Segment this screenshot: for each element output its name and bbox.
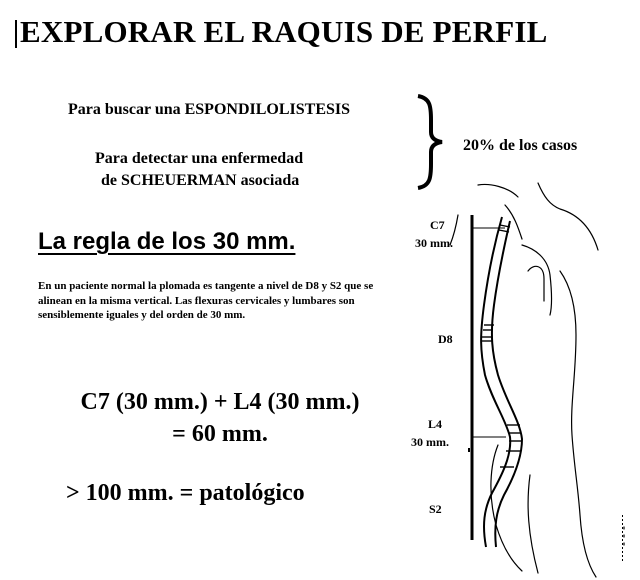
purpose-scheuerman-line2: de SCHEUERMAN asociada xyxy=(101,172,300,189)
label-c7-distance: 30 mm. xyxy=(415,236,453,250)
edge-mark xyxy=(621,515,624,561)
purpose-scheuerman-line1: Para detectar una enfermedad xyxy=(95,150,304,167)
slide-title: EXPLORAR EL RAQUIS DE PERFIL xyxy=(20,14,548,49)
label-l4-distance: 30 mm. xyxy=(411,435,449,449)
rule-paragraph: En un paciente normal la plomada es tangente a nivel de D8 y S2 que se alinean en la misma vertical. Las flexuras cervicales y lumbares son sensiblemente iguales y del orden de 30 mm. xyxy=(38,280,374,321)
label-d8: D8 xyxy=(438,332,453,346)
formula-line1: C7 (30 mm.) + L4 (30 mm.) xyxy=(80,389,360,415)
formula xyxy=(30,386,410,450)
purpose-spondylolisthesis: Para buscar una ESPONDILOLISTESIS xyxy=(68,101,351,118)
text-cursor xyxy=(15,20,17,48)
label-s2: S2 xyxy=(429,502,442,516)
formula-line2: = 60 mm. xyxy=(172,421,268,447)
percentage-label: 20% de los casos xyxy=(463,137,578,154)
pathologic-threshold: > 100 mm. = patológico xyxy=(66,480,305,506)
rule-heading: La regla de los 30 mm. xyxy=(38,228,296,255)
label-c7: C7 xyxy=(430,218,445,232)
purpose-scheuerman xyxy=(95,148,385,192)
label-l4: L4 xyxy=(428,417,443,431)
